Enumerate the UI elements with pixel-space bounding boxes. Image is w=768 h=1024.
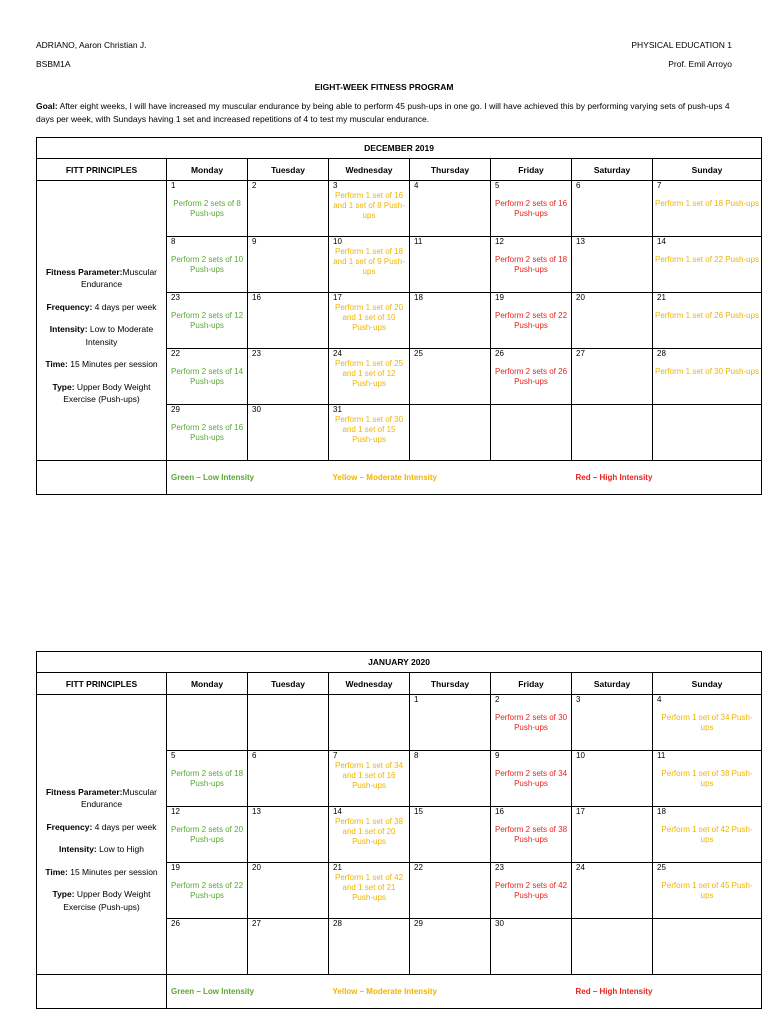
day-cell [167, 349, 248, 405]
day-cell [248, 863, 329, 919]
fitt-item [43, 786, 160, 811]
fitt-principles-cell [37, 181, 167, 461]
day-number: 11 [414, 237, 423, 246]
workout-entry: Perform 1 set of 30 and 1 set of 15 Push-ups [334, 415, 404, 444]
day-cell [572, 349, 653, 405]
day-cell [572, 293, 653, 349]
day-cell [491, 695, 572, 751]
day-cell [248, 349, 329, 405]
legend-green: Green – Low Intensity [167, 975, 329, 1009]
day-cell [572, 807, 653, 863]
day-cell [653, 751, 762, 807]
goal-text: After eight weeks, I will have increased my muscular endurance by being able to perform 45 push-ups in one go. I will have achieved this by performing varying sets of push-ups 4 days per week, with Sundays having 1 set and increased repetitions of 4 to test my muscular endurance. [36, 101, 730, 124]
day-cell [329, 293, 410, 349]
day-cell [248, 237, 329, 293]
column-header-tuesday: Tuesday [248, 159, 329, 181]
column-header-row [37, 159, 762, 181]
day-cell [572, 863, 653, 919]
workout-entry: Perform 1 set of 30 Push-ups [655, 367, 760, 376]
calendar-january-2020 [36, 651, 761, 1009]
day-cell [329, 405, 410, 461]
day-cell [329, 863, 410, 919]
column-header-thursday: Thursday [410, 673, 491, 695]
fitt-value: 15 Minutes per session [67, 359, 158, 369]
workout-entry: Perform 2 sets of 14 Push-ups [170, 367, 244, 386]
fitt-label: Type: [52, 889, 75, 900]
column-header-monday: Monday [167, 673, 248, 695]
legend-spacer [37, 461, 167, 495]
day-number: 15 [414, 807, 423, 816]
day-cell [167, 751, 248, 807]
day-cell [410, 293, 491, 349]
column-header-thursday: Thursday [410, 159, 491, 181]
column-header-saturday: Saturday [572, 159, 653, 181]
week-row [37, 181, 762, 237]
fitt-principles-cell [37, 695, 167, 975]
day-cell [491, 349, 572, 405]
day-cell [329, 807, 410, 863]
fitt-label: Frequency: [46, 821, 93, 832]
day-number: 19 [495, 293, 504, 302]
day-cell [329, 181, 410, 237]
day-number: 5 [171, 751, 176, 760]
fitt-value: Upper Body Weight Exercise (Push-ups) [63, 889, 151, 912]
day-number: 18 [414, 293, 423, 302]
column-header-row [37, 673, 762, 695]
workout-entry: Perform 2 sets of 18 Push-ups [494, 255, 568, 274]
day-cell [167, 695, 248, 751]
workout-entry: Perform 1 set of 34 Push-ups [661, 713, 753, 732]
month-row [37, 138, 762, 159]
day-number: 9 [252, 237, 257, 246]
day-number: 28 [657, 349, 666, 358]
calendar-table [36, 651, 762, 1009]
day-number: 24 [576, 863, 585, 872]
day-cell [572, 237, 653, 293]
fitt-label: Type: [52, 381, 75, 392]
month-title: DECEMBER 2019 [37, 138, 762, 159]
fitt-value: 4 days per week [92, 301, 157, 312]
fitt-value: Muscular Endurance [80, 786, 158, 810]
workout-entry: Perform 2 sets of 8 Push-ups [173, 199, 241, 218]
column-header-saturday: Saturday [572, 673, 653, 695]
workout-entry: Perform 2 sets of 34 Push-ups [494, 769, 568, 788]
workout-entry: Perform 1 set of 26 Push-ups [655, 311, 760, 320]
section-label: BSBM1A [36, 59, 71, 69]
day-number: 30 [495, 919, 504, 928]
day-number: 29 [414, 919, 423, 928]
day-cell [491, 181, 572, 237]
day-cell [167, 405, 248, 461]
day-cell [248, 695, 329, 751]
day-number: 14 [657, 237, 666, 246]
day-number: 2 [495, 695, 500, 704]
professor-label: Prof. Emil Arroyo [668, 59, 732, 69]
day-cell [248, 807, 329, 863]
day-cell [248, 919, 329, 975]
column-header-tuesday: Tuesday [248, 673, 329, 695]
fitt-item [43, 323, 160, 348]
column-header-fitt-principles: FITT PRINCIPLES [37, 159, 167, 181]
workout-entry: Perform 2 sets of 18 Push-ups [170, 769, 244, 788]
fitt-value: Muscular Endurance [80, 266, 158, 289]
day-number: 4 [657, 695, 662, 704]
workout-entry: Perform 2 sets of 20 Push-ups [170, 825, 244, 844]
day-number: 3 [576, 695, 581, 704]
day-cell [410, 405, 491, 461]
day-cell [653, 919, 762, 975]
day-number: 11 [657, 751, 666, 760]
day-cell [572, 405, 653, 461]
day-cell [410, 237, 491, 293]
workout-entry: Perform 2 sets of 10 Push-ups [170, 255, 244, 274]
fitt-label: Fitness Parameter: [45, 786, 123, 797]
day-cell [167, 919, 248, 975]
day-cell [329, 237, 410, 293]
day-number: 21 [333, 863, 342, 872]
day-cell [653, 863, 762, 919]
fitt-label: Time: [45, 866, 68, 877]
legend-yellow: Yellow – Moderate Intensity [329, 975, 572, 1009]
column-header-wednesday: Wednesday [329, 159, 410, 181]
day-cell [572, 181, 653, 237]
day-number: 21 [657, 293, 666, 302]
day-cell [167, 863, 248, 919]
day-number: 14 [333, 807, 342, 816]
fitt-label: Frequency: [46, 301, 93, 312]
day-number: 10 [333, 237, 342, 246]
course-label: PHYSICAL EDUCATION 1 [631, 40, 732, 50]
workout-entry: Perform 1 set of 16 and 1 set of 8 Push-ups [333, 191, 405, 220]
column-header-friday: Friday [491, 159, 572, 181]
day-cell [248, 751, 329, 807]
workout-entry: Perform 2 sets of 12 Push-ups [170, 311, 244, 330]
day-cell [410, 181, 491, 237]
day-cell [653, 807, 762, 863]
day-number: 16 [495, 807, 504, 816]
fitt-item [43, 301, 160, 314]
fitt-label: Intensity: [58, 844, 97, 855]
day-cell [653, 237, 762, 293]
day-number: 13 [576, 237, 585, 246]
day-cell [248, 293, 329, 349]
day-cell [653, 405, 762, 461]
legend-row [37, 975, 762, 1009]
day-number: 9 [495, 751, 500, 760]
legend-red: Red – High Intensity [572, 461, 762, 495]
day-number: 12 [495, 237, 504, 246]
day-number: 17 [576, 807, 585, 816]
fitt-item [43, 358, 160, 371]
day-cell [329, 695, 410, 751]
column-header-sunday: Sunday [653, 159, 762, 181]
day-number: 10 [576, 751, 585, 760]
day-cell [410, 751, 491, 807]
workout-entry: Perform 2 sets of 16 Push-ups [170, 423, 244, 442]
fitt-value: 4 days per week [92, 821, 157, 832]
workout-entry: Perform 2 sets of 26 Push-ups [494, 367, 568, 386]
fitt-item [43, 381, 160, 406]
day-number: 2 [252, 181, 257, 190]
day-number: 5 [495, 181, 500, 190]
fitt-label: Fitness Parameter: [45, 266, 123, 277]
workout-entry: Perform 2 sets of 22 Push-ups [170, 881, 244, 900]
fitt-item [43, 888, 160, 913]
workout-entry: Perform 2 sets of 30 Push-ups [494, 713, 568, 732]
column-header-monday: Monday [167, 159, 248, 181]
day-cell [491, 751, 572, 807]
day-cell [167, 807, 248, 863]
legend-green: Green – Low Intensity [167, 461, 329, 495]
day-number: 13 [252, 807, 261, 816]
day-number: 17 [333, 293, 342, 302]
day-cell [653, 293, 762, 349]
day-number: 26 [495, 349, 504, 358]
student-name: ADRIANO, Aaron Christian J. [36, 40, 147, 50]
legend-spacer [37, 975, 167, 1009]
goal-label: Goal: [36, 101, 58, 111]
day-number: 26 [171, 919, 180, 928]
workout-entry: Perform 1 set of 25 and 1 set of 12 Push-ups [334, 359, 404, 388]
fitt-value: 15 Minutes per session [67, 866, 158, 877]
day-number: 24 [333, 349, 342, 358]
day-cell [653, 695, 762, 751]
column-header-friday: Friday [491, 673, 572, 695]
legend-yellow: Yellow – Moderate Intensity [329, 461, 572, 495]
day-cell [167, 293, 248, 349]
day-cell [491, 237, 572, 293]
day-number: 7 [333, 751, 338, 760]
workout-entry: Perform 1 set of 18 and 1 set of 9 Push-ups [333, 247, 405, 276]
day-number: 23 [171, 293, 180, 302]
fitt-item [43, 821, 160, 834]
day-number: 25 [657, 863, 666, 872]
column-header-sunday: Sunday [653, 673, 762, 695]
fitt-value: Low to High [96, 844, 145, 855]
workout-entry: Perform 2 sets of 16 Push-ups [494, 199, 568, 218]
day-number: 16 [252, 293, 261, 302]
workout-entry: Perform 2 sets of 42 Push-ups [494, 881, 568, 900]
day-cell [410, 807, 491, 863]
day-number: 29 [171, 405, 180, 414]
fitt-item [43, 843, 160, 856]
day-number: 4 [414, 181, 419, 190]
month-row [37, 652, 762, 673]
day-cell [491, 807, 572, 863]
workout-entry: Perform 1 set of 34 and 1 set of 16 Push-ups [334, 761, 404, 790]
day-number: 30 [252, 405, 261, 414]
day-number: 23 [495, 863, 504, 872]
day-cell [329, 919, 410, 975]
fitt-item [43, 866, 160, 879]
calendar-table [36, 137, 762, 495]
fitt-value: Low to Moderate Intensity [85, 324, 154, 347]
workout-entry: Perform 1 set of 18 Push-ups [655, 199, 760, 208]
day-cell [572, 695, 653, 751]
day-number: 8 [171, 237, 176, 246]
day-cell [653, 181, 762, 237]
day-number: 6 [576, 181, 581, 190]
day-cell [491, 919, 572, 975]
day-cell [410, 695, 491, 751]
day-number: 22 [171, 349, 180, 358]
day-cell [167, 237, 248, 293]
day-number: 1 [171, 181, 176, 190]
day-number: 28 [333, 919, 342, 928]
day-number: 8 [414, 751, 419, 760]
fitt-value: Upper Body Weight Exercise (Push-ups) [63, 381, 151, 404]
week-row [37, 695, 762, 751]
day-cell [329, 349, 410, 405]
day-number: 25 [414, 349, 423, 358]
column-header-wednesday: Wednesday [329, 673, 410, 695]
day-cell [410, 863, 491, 919]
day-number: 6 [252, 751, 257, 760]
workout-entry: Perform 1 set of 38 and 1 set of 20 Push-ups [334, 817, 404, 846]
day-cell [491, 863, 572, 919]
fitt-label: Time: [45, 359, 68, 369]
day-number: 31 [333, 405, 342, 414]
month-title: JANUARY 2020 [37, 652, 762, 673]
day-number: 19 [171, 863, 180, 872]
day-cell [167, 181, 248, 237]
day-number: 20 [252, 863, 261, 872]
fitt-item [43, 266, 160, 291]
workout-entry: Perform 1 set of 42 Push-ups [661, 825, 753, 844]
day-cell [653, 349, 762, 405]
day-cell [248, 181, 329, 237]
day-number: 20 [576, 293, 585, 302]
day-number: 27 [252, 919, 261, 928]
day-cell [410, 919, 491, 975]
day-cell [491, 405, 572, 461]
legend-row [37, 461, 762, 495]
day-number: 23 [252, 349, 261, 358]
fitt-label: Intensity: [49, 324, 88, 334]
day-cell [572, 751, 653, 807]
day-number: 7 [657, 181, 662, 190]
day-cell [491, 293, 572, 349]
day-number: 3 [333, 181, 338, 190]
day-cell [248, 405, 329, 461]
column-header-fitt-principles: FITT PRINCIPLES [37, 673, 167, 695]
day-number: 12 [171, 807, 180, 816]
goal-paragraph [36, 100, 736, 126]
day-number: 27 [576, 349, 585, 358]
workout-entry: Perform 2 sets of 22 Push-ups [494, 311, 568, 330]
legend-red: Red – High Intensity [572, 975, 762, 1009]
day-number: 1 [414, 695, 419, 704]
page-title: EIGHT-WEEK FITNESS PROGRAM [314, 82, 454, 92]
day-number: 18 [657, 807, 666, 816]
day-number: 22 [414, 863, 423, 872]
workout-entry: Perform 1 set of 22 Push-ups [655, 255, 760, 264]
workout-entry: Perform 1 set of 20 and 1 set of 10 Push-ups [334, 303, 404, 332]
day-cell [410, 349, 491, 405]
day-cell [329, 751, 410, 807]
workout-entry: Perform 1 set of 45 Push-ups [661, 881, 753, 900]
workout-entry: Perform 1 set of 38 Push-ups [661, 769, 753, 788]
workout-entry: Perform 2 sets of 38 Push-ups [494, 825, 568, 844]
day-cell [572, 919, 653, 975]
calendar-december-2019 [36, 137, 761, 495]
workout-entry: Perform 1 set of 42 and 1 set of 21 Push-ups [334, 873, 404, 902]
